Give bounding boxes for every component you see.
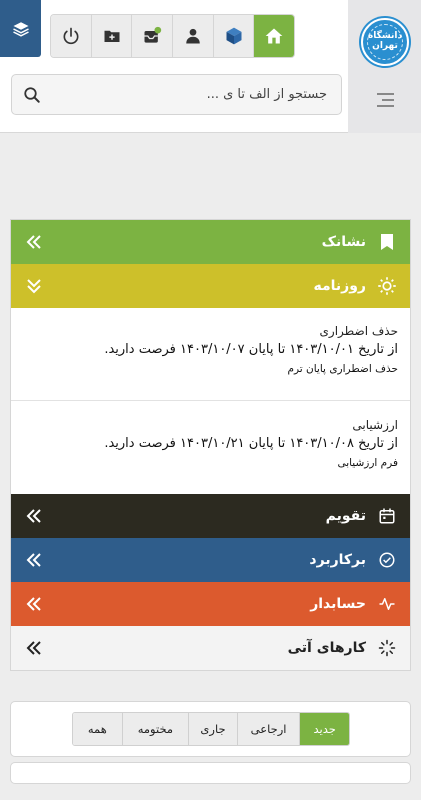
upcoming-tasks-bar[interactable] bbox=[11, 626, 410, 670]
chevron-double-left-icon[interactable] bbox=[25, 233, 43, 251]
notice-description: از تاریخ ۱۴۰۳/۱۰/۰۱ تا پایان ۱۴۰۳/۱۰/۰۷ فرصت دارید. bbox=[104, 342, 398, 357]
bookmark-label: نشانک bbox=[321, 234, 366, 250]
tab-referred[interactable]: ارجاعی bbox=[237, 713, 300, 745]
tab-new[interactable]: جدید bbox=[299, 713, 349, 745]
upcoming-tasks-label: کارهای آتی bbox=[287, 640, 366, 656]
frequent-bar[interactable] bbox=[11, 538, 410, 582]
notice-item bbox=[11, 324, 410, 375]
accounting-label: حسابدار bbox=[310, 596, 366, 612]
sun-icon bbox=[377, 276, 397, 296]
profile-button[interactable] bbox=[172, 15, 213, 57]
tab-current[interactable]: جاری bbox=[188, 713, 237, 745]
bookmark-icon bbox=[377, 232, 397, 252]
chevron-double-left-icon[interactable] bbox=[25, 595, 43, 613]
calendar-bar[interactable] bbox=[11, 494, 410, 538]
notice-item bbox=[11, 418, 410, 469]
inbox-icon bbox=[142, 26, 162, 46]
search-box[interactable] bbox=[11, 74, 342, 115]
user-icon bbox=[184, 27, 202, 45]
add-folder-button[interactable] bbox=[91, 15, 132, 57]
accounting-bar[interactable] bbox=[11, 582, 410, 626]
search-icon[interactable] bbox=[23, 86, 41, 104]
frequent-label: برکاربرد bbox=[309, 552, 366, 568]
app-header bbox=[0, 0, 421, 133]
journal-label: روزنامه bbox=[313, 278, 366, 294]
filter-tabs bbox=[72, 712, 350, 746]
notice-title: حذف اضطراری bbox=[319, 324, 398, 338]
top-toolbar bbox=[50, 14, 295, 58]
logo-text: دانشگاه تهران bbox=[367, 31, 403, 51]
calendar-icon bbox=[377, 506, 397, 526]
chevron-double-down-icon[interactable] bbox=[25, 277, 43, 295]
menu-icon[interactable] bbox=[377, 93, 394, 107]
tab-closed[interactable]: مختومه bbox=[122, 713, 189, 745]
layers-icon bbox=[12, 20, 30, 38]
home-button[interactable] bbox=[253, 15, 294, 57]
packages-button[interactable] bbox=[213, 15, 254, 57]
dashboard-panel bbox=[10, 219, 411, 671]
chevron-double-left-icon[interactable] bbox=[25, 551, 43, 569]
chevron-double-left-icon[interactable] bbox=[25, 639, 43, 657]
calendar-label: تقویم bbox=[325, 508, 366, 524]
chevron-double-left-icon[interactable] bbox=[25, 507, 43, 525]
notice-title: ارزشیابی bbox=[352, 418, 398, 432]
add-folder-icon bbox=[103, 27, 121, 45]
logo-panel bbox=[348, 0, 421, 133]
loader-icon bbox=[377, 638, 397, 658]
bookmark-bar[interactable] bbox=[11, 220, 410, 264]
logout-button[interactable] bbox=[51, 15, 91, 57]
tasks-list-card bbox=[10, 762, 411, 784]
power-icon bbox=[61, 26, 81, 46]
search-input[interactable]: جستجو از الف تا ی ... bbox=[206, 87, 327, 102]
inbox-button[interactable] bbox=[131, 15, 172, 57]
notice-description: از تاریخ ۱۴۰۳/۱۰/۰۸ تا پایان ۱۴۰۳/۱۰/۲۱ فرصت دارید. bbox=[104, 436, 398, 451]
university-logo[interactable] bbox=[361, 18, 409, 66]
divider bbox=[11, 400, 410, 401]
notice-link[interactable]: فرم ارزشیابی bbox=[337, 457, 398, 469]
activity-icon bbox=[377, 594, 397, 614]
journal-bar[interactable] bbox=[11, 264, 410, 308]
tasks-filter-card bbox=[10, 701, 411, 757]
home-icon bbox=[264, 26, 284, 46]
layers-button[interactable] bbox=[0, 0, 41, 57]
check-circle-icon bbox=[377, 550, 397, 570]
tab-all[interactable]: همه bbox=[73, 713, 122, 745]
notice-link[interactable]: حذف اضطراری پایان ترم bbox=[287, 363, 398, 375]
cube-icon bbox=[224, 26, 244, 46]
